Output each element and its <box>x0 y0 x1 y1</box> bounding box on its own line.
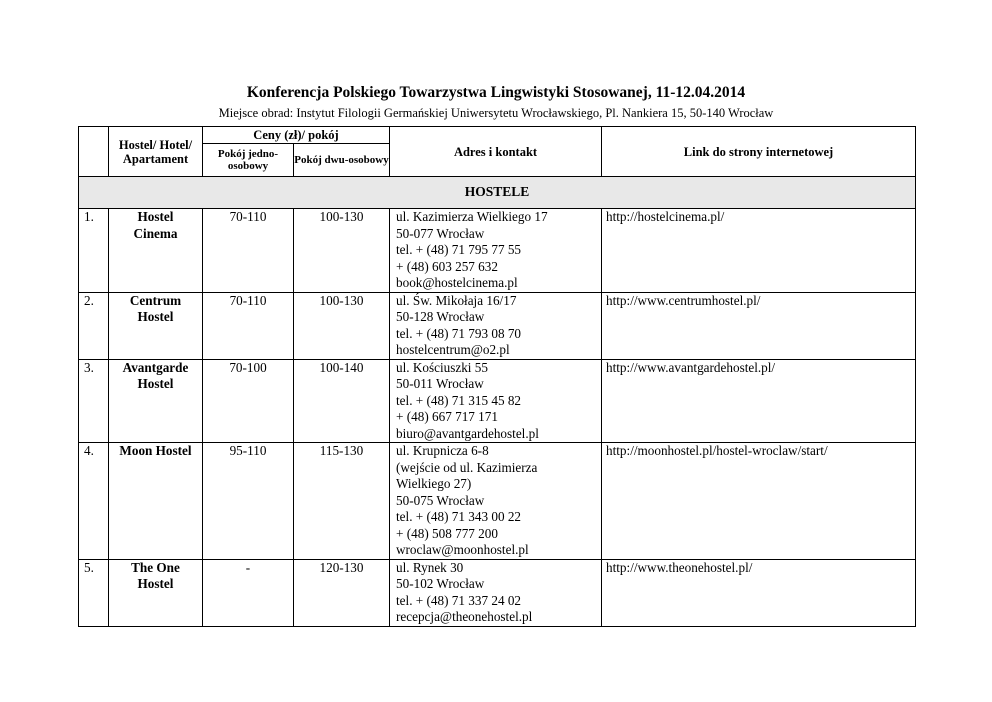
address-line: Wielkiego 27) <box>396 476 472 491</box>
address-line: 50-128 Wrocław <box>396 309 485 324</box>
address-contact <box>390 359 602 443</box>
table-header <box>79 127 916 177</box>
address-line: + (48) 667 717 171 <box>396 409 498 424</box>
hostel-name-line: Cinema <box>133 225 178 241</box>
address-contact <box>390 559 602 626</box>
row-number: 3. <box>79 359 109 443</box>
price-double: 115-130 <box>294 443 390 560</box>
row-number: 5. <box>79 559 109 626</box>
address-line: wroclaw@moonhostel.pl <box>396 542 529 557</box>
hostel-name-line: Hostel <box>137 209 174 224</box>
address-contact <box>390 443 602 560</box>
hostel-name-line: The One <box>131 559 180 575</box>
header-address: Adres i kontakt <box>390 127 602 177</box>
address-line: ul. Kazimierza Wielkiego 17 <box>396 209 548 224</box>
address-line: + (48) 603 257 632 <box>396 258 498 274</box>
address-line: book@hostelcinema.pl <box>396 275 518 290</box>
row-number: 2. <box>79 292 109 359</box>
address-line: recepcja@theonehostel.pl <box>396 609 533 624</box>
header-num <box>79 127 109 177</box>
address-line: ul. Kościuszki 55 <box>396 359 488 375</box>
address-line: (wejście od ul. Kazimierza <box>396 459 538 475</box>
website-link[interactable]: http://moonhostel.pl/hostel-wroclaw/start/ <box>602 443 916 560</box>
address-line: tel. + (48) 71 795 77 55 <box>396 242 522 257</box>
header-single: Pokój jedno-osobowy <box>203 144 294 177</box>
table-row <box>79 292 916 359</box>
address-line: ul. Rynek 30 <box>396 559 464 575</box>
accommodation-table <box>78 126 916 627</box>
address-line: biuro@avantgardehostel.pl <box>396 425 539 441</box>
price-single: - <box>203 559 294 626</box>
address-line: 50-102 Wrocław <box>396 576 485 591</box>
address-line: tel. + (48) 71 337 24 02 <box>396 592 522 608</box>
header-double: Pokój dwu-osobowy <box>294 144 390 177</box>
hostel-name-line: Hostel <box>137 576 174 591</box>
hostel-name-line: Hostel <box>137 376 174 391</box>
header-type-label: Hostel/ Hotel/ Apartament <box>118 137 193 166</box>
table-body <box>79 177 916 627</box>
price-double: 100-130 <box>294 209 390 293</box>
address-line: ul. Św. Mikołaja 16/17 <box>396 292 517 308</box>
website-link[interactable]: http://hostelcinema.pl/ <box>602 209 916 293</box>
header-prices: Ceny (zł)/ pokój <box>203 127 390 144</box>
address-line: tel. + (48) 71 793 08 70 <box>396 325 522 341</box>
address-line: 50-011 Wrocław <box>396 376 484 391</box>
price-single: 70-110 <box>203 209 294 293</box>
section-label: HOSTELE <box>79 177 916 209</box>
website-link[interactable]: http://www.avantgardehostel.pl/ <box>602 359 916 443</box>
hostel-name-line: Avantgarde <box>122 359 189 375</box>
price-double: 100-140 <box>294 359 390 443</box>
header-type <box>109 127 203 177</box>
hostel-name <box>109 292 203 359</box>
hostel-name-line: Hostel <box>137 309 174 324</box>
table-row <box>79 559 916 626</box>
table-row <box>79 443 916 560</box>
address-line: + (48) 508 777 200 <box>396 525 498 541</box>
address-contact <box>390 209 602 293</box>
address-line: ul. Krupnicza 6-8 <box>396 443 489 458</box>
hostel-name-line: Moon Hostel <box>119 443 192 458</box>
header-link: Link do strony internetowej <box>602 127 916 177</box>
address-line: tel. + (48) 71 315 45 82 <box>396 392 522 408</box>
hostel-name <box>109 559 203 626</box>
table-row <box>79 359 916 443</box>
document-subtitle: Miejsce obrad: Instytut Filologii Germańskiej Uniwersytetu Wrocławskiego, Pl. Nankiera 15, 50-140 Wrocław <box>218 106 774 120</box>
price-double: 120-130 <box>294 559 390 626</box>
address-contact <box>390 292 602 359</box>
price-double: 100-130 <box>294 292 390 359</box>
price-single: 70-110 <box>203 292 294 359</box>
row-number: 4. <box>79 443 109 560</box>
row-number: 1. <box>79 209 109 293</box>
hostel-name <box>109 443 203 560</box>
section-row <box>79 177 916 209</box>
price-single: 70-100 <box>203 359 294 443</box>
website-link[interactable]: http://www.centrumhostel.pl/ <box>602 292 916 359</box>
table-row <box>79 209 916 293</box>
address-line: hostelcentrum@o2.pl <box>396 342 510 357</box>
hostel-name <box>109 209 203 293</box>
website-link[interactable]: http://www.theonehostel.pl/ <box>602 559 916 626</box>
address-line: tel. + (48) 71 343 00 22 <box>396 509 522 524</box>
address-line: 50-075 Wrocław <box>396 492 485 508</box>
address-line: 50-077 Wrocław <box>396 225 485 241</box>
document-title: Konferencja Polskiego Towarzystwa Lingwistyki Stosowanej, 11-12.04.2014 <box>246 84 746 101</box>
hostel-name-line: Centrum <box>129 292 182 308</box>
price-single: 95-110 <box>203 443 294 560</box>
hostel-name <box>109 359 203 443</box>
